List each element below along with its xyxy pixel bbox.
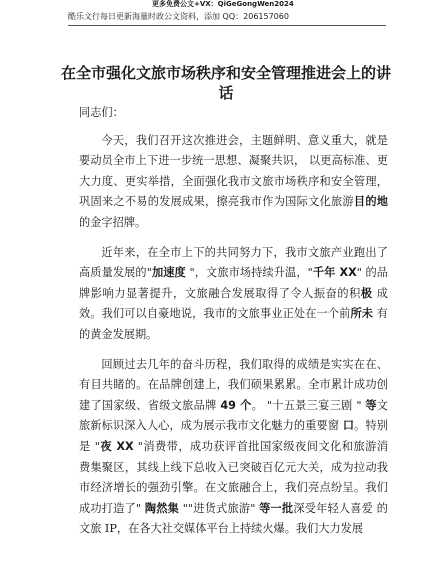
text-run: 。 "十五景三宴三剧 " — [251, 398, 366, 412]
text-run: 回顾过去几年的奋斗历程，我们取得的成绩是实实在在、有目共睹的。在品牌创建上，我们硕果累累。全市累计成功创建了国家级、省级文旅品牌 — [79, 357, 388, 412]
text-run: 成效。我们可以自豪地说，我市的文旅事业正处在一个前 — [79, 286, 388, 321]
text-run: 今天，我们召开这次推进会，主题鲜明、意义重大，就是要动员全市上下进一步统一思想、凝聚共识， 以更高标准、更 大力度、更实举措，全面强化我市文旅市场秩序和安全管理，巩固来之不易的发展成果，擦亮我市作为国际文化旅游 — [79, 133, 388, 209]
text-run: " 的品牌影响力显著提升，文旅融合发展取得了令人振奋的积 — [79, 266, 388, 300]
paragraph-3 — [79, 355, 388, 540]
bold-text-run: 等 — [365, 398, 377, 412]
bold-text-run: 口 — [342, 419, 355, 433]
bold-text-run: 所未 — [350, 307, 374, 321]
header-divider — [68, 25, 386, 26]
paragraph-1 — [79, 131, 388, 234]
text-run: 。特别 是 " — [79, 419, 388, 453]
text-run: 文 旅新标识深入人心，成为展示我市文化魅力的重要窗 — [79, 398, 388, 433]
document-title: 在全市强化文旅市场秩序和安全管理推进会上的讲话 — [60, 64, 391, 102]
top-banner-text: 更多免费公文+VX：QiGeGongWen2024 — [152, 0, 294, 8]
text-run: "，文旅市场持续升温，" — [185, 266, 313, 280]
bold-text-run: 加速度 — [151, 266, 186, 280]
text-run: 近年来，在全市上下的共同努力下，我市文旅产业跑出了高质量发展的" — [79, 245, 388, 280]
document-body — [79, 103, 388, 549]
text-run: 深受年轻人喜爱 的文旅 IP，在各大社交媒体平台上持续火爆。我们大力发展 — [79, 501, 388, 536]
top-banner — [0, 0, 448, 8]
bold-text-run: 夜 XX — [99, 439, 134, 453]
text-run: 有的黄金发展期。 — [79, 307, 388, 341]
bold-text-run: 等一批 — [259, 501, 294, 515]
text-run: "消费带，成功获评首批国家级夜间文化和旅游消 费集聚区，其线上线下总收入已突破百亿元大关，成为拉动我 市经济增长的强劲引擎。在文旅融合上，我们亮点纷呈。我们 成功打造了" — [79, 439, 388, 515]
greeting: 同志们： — [79, 106, 124, 119]
bold-text-run: 极 — [360, 286, 373, 300]
text-run: ""进货式旅游" — [179, 501, 260, 515]
header-subtitle: 酷乐文行每日更新海量时政公文资料，添加 QQ：206157060 — [68, 12, 289, 21]
bold-text-run: 目的地 — [353, 195, 388, 209]
bold-text-run: 49 个 — [220, 398, 252, 412]
bold-text-run: 陶然集 — [144, 501, 180, 515]
bold-text-run: 千年 XX — [312, 266, 357, 280]
text-run: 的金字招牌。 — [79, 215, 147, 229]
paragraph-2 — [79, 243, 388, 346]
